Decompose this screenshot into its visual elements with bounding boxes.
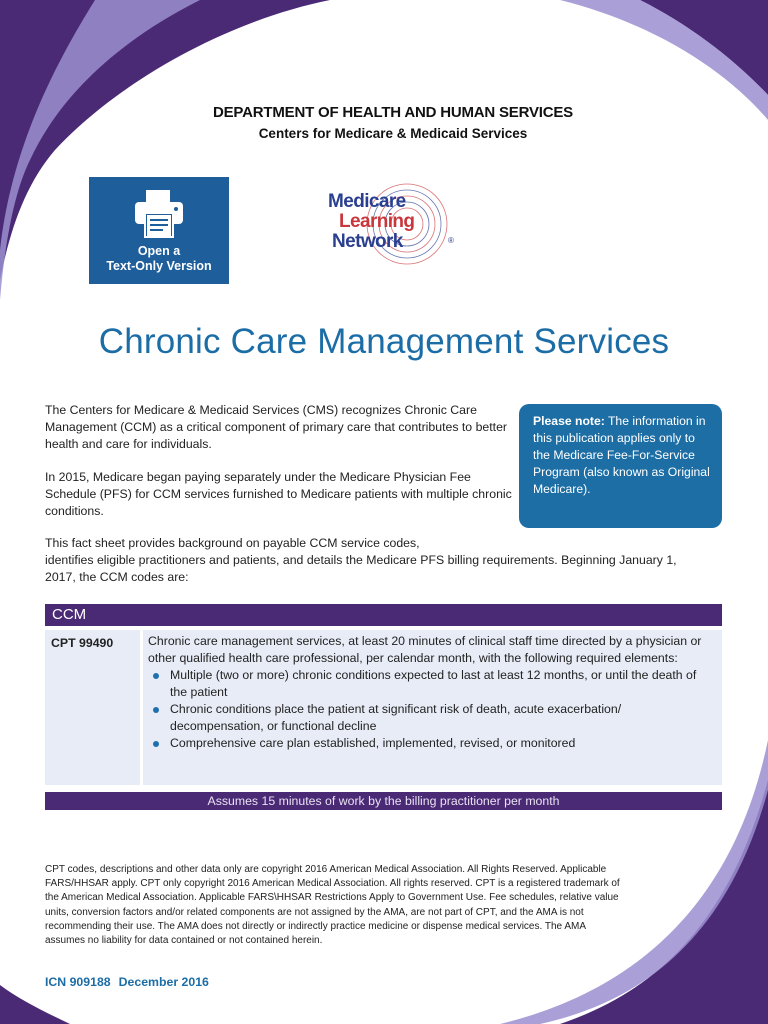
list-item <box>170 735 714 752</box>
printer-icon <box>133 187 185 239</box>
publication-id <box>45 975 217 989</box>
required-elements-list <box>148 667 714 752</box>
table-footer-note: Assumes 15 minutes of work by the billing practitioner per month <box>45 792 722 810</box>
icn-number: ICN 909188 <box>45 975 111 989</box>
publication-date: December 2016 <box>118 975 209 989</box>
logo-registered-mark: ® <box>448 236 454 245</box>
note-label: Please note: <box>533 414 605 428</box>
list-item-text: Multiple (two or more) chronic conditions expected to last at least 12 months, or until the death of the patient <box>170 668 697 699</box>
bullet-icon <box>153 741 159 747</box>
intro-paragraph-3 <box>45 535 705 586</box>
bullet-icon <box>153 673 159 679</box>
intro-paragraph-3-line2: identifies eligible practitioners and patients, and details the Medicare PFS billing requirements. Beginning January 1, 2017, the CCM codes are: <box>45 553 677 584</box>
intro-paragraph-3-line1: This fact sheet provides background on payable CCM service codes, <box>45 536 420 550</box>
cpt-description-text: Chronic care management services, at least 20 minutes of clinical staff time directed by a physician or other qualified health care professional, per calendar month, with the following required elements: <box>148 634 702 665</box>
intro-paragraph-2: In 2015, Medicare began paying separately under the Medicare Physician Fee Schedule (PFS) for CCM services furnished to Medicare patients with multiple chronic conditions. <box>45 470 512 518</box>
list-item-text: Chronic conditions place the patient at significant risk of death, acute exacerbation/ decompensation, or functional decline <box>170 702 622 733</box>
bullet-icon <box>153 707 159 713</box>
cpt-code-cell: CPT 99490 <box>45 630 140 785</box>
open-text-only-version-button[interactable] <box>89 177 229 284</box>
page-title: Chronic Care Management Services <box>98 322 670 361</box>
table-row <box>45 630 722 785</box>
copyright-notice: CPT codes, descriptions and other data only are copyright 2016 American Medical Association. All Rights Reserved. Applicable FARS/HHSAR apply. CPT only copyright 2016 American Medical Association. All rights reserved. CPT is a registered trademark of the American Medical Association. Applicable FARS\HHSAR Restrictions Apply to Government Use. Fee schedules, relative value units, conversion factors and/or related components are not assigned by the AMA, are not part of CPT, and the AMA is not recommending their use. The AMA does not directly or indirectly practice medicine or dispense medical services. The AMA assumes no liability for data contained or not contained herein. <box>45 864 620 947</box>
medicare-learning-network-logo <box>322 182 462 267</box>
table-header: CCM <box>45 604 722 626</box>
logo-word-learning: Learning <box>339 211 415 232</box>
list-item-text: Comprehensive care plan established, implemented, revised, or monitored <box>170 736 576 750</box>
note-text: The information in this publication applies only to the Medicare Fee-For-Service Program (also known as Original Medicare). <box>533 414 710 496</box>
agency-name: Centers for Medicare & Medicaid Services <box>258 126 528 141</box>
logo-word-network: Network <box>332 231 403 252</box>
list-item <box>170 667 714 701</box>
cpt-description-cell <box>143 630 722 785</box>
text-only-label-line2: Text-Only Version <box>106 259 212 273</box>
intro-paragraph-1: The Centers for Medicare & Medicaid Services (CMS) recognizes Chronic Care Management (CCM) as a critical component of primary care that contributes to better health and care for individuals. <box>45 403 508 451</box>
ccm-codes-table <box>45 604 722 810</box>
department-name: DEPARTMENT OF HEALTH AND HUMAN SERVICES <box>213 104 573 121</box>
logo-word-medicare: Medicare <box>328 191 406 212</box>
please-note-box <box>519 404 722 528</box>
text-only-label-line1: Open a <box>137 244 181 258</box>
list-item <box>170 701 714 735</box>
